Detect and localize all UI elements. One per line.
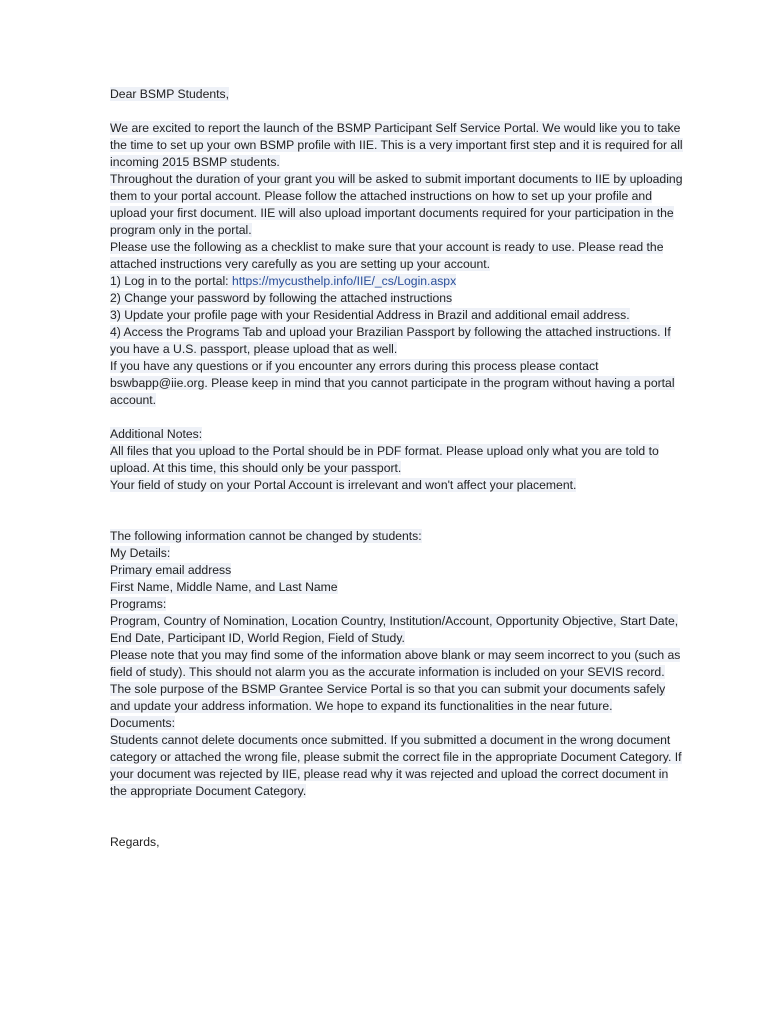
unchangeable-info bbox=[110, 528, 682, 800]
spacer bbox=[110, 800, 670, 834]
text-line: the appropriate Document Category. bbox=[110, 784, 307, 798]
step-4-continued: you have a U.S. passport, please upload that as well. bbox=[110, 342, 398, 356]
text-line: and update your address information. We hope to expand its functionalities in the near future. bbox=[110, 699, 613, 713]
text-line: We are excited to report the launch of the BSMP Participant Self Service Portal. We would like you to take bbox=[110, 121, 681, 135]
spacer bbox=[110, 103, 670, 120]
text-line: Students cannot delete documents once submitted. If you submitted a document in the wrong document bbox=[110, 733, 671, 747]
contact-paragraph bbox=[110, 358, 675, 409]
text-line: them to your portal account. Please follow the attached instructions on how to set up your profile and bbox=[110, 189, 652, 203]
text-line: upload. At this time, this should only be your passport. bbox=[110, 461, 402, 475]
text-line: the time to set up your own BSMP profile with IIE. This is a very important first step and it is required for all bbox=[110, 138, 683, 152]
step-1: 1) Log in to the portal: https://mycusthelp.info/IIE/_cs/Login.aspx bbox=[110, 274, 457, 288]
text-line: Program, Country of Nomination, Location Country, Institution/Account, Opportunity Objective, Start Date, bbox=[110, 614, 679, 628]
text-line: incoming 2015 BSMP students. bbox=[110, 155, 280, 169]
step-3: 3) Update your profile page with your Residential Address in Brazil and additional email address. bbox=[110, 308, 630, 322]
text-line: Please note that you may find some of the information above blank or may seem incorrect to you (such as bbox=[110, 648, 681, 662]
step-4: 4) Access the Programs Tab and upload your Brazilian Passport by following the attached instructions. If bbox=[110, 325, 671, 339]
my-details-label: My Details: bbox=[110, 546, 171, 560]
checklist-intro-paragraph bbox=[110, 239, 670, 273]
text-line: attached instructions very carefully as you are setting up your account. bbox=[110, 257, 491, 271]
spacer bbox=[110, 494, 670, 528]
checklist-steps bbox=[110, 273, 670, 358]
text-line: account. bbox=[110, 393, 157, 407]
text-line: The sole purpose of the BSMP Grantee Service Portal is so that you can submit your documents safely bbox=[110, 682, 666, 696]
text-line: First Name, Middle Name, and Last Name bbox=[110, 580, 338, 594]
text-line: upload your first document. IIE will also upload important documents required for your participation in the bbox=[110, 206, 674, 220]
text-line: All files that you upload to the Portal should be in PDF format. Please upload only what you are told to bbox=[110, 444, 659, 458]
step-2: 2) Change your password by following the attached instructions bbox=[110, 291, 453, 305]
portal-login-link[interactable]: https://mycusthelp.info/IIE/_cs/Login.aspx bbox=[231, 274, 457, 288]
spacer bbox=[110, 409, 670, 426]
greeting: Dear BSMP Students, bbox=[110, 87, 230, 101]
additional-notes-heading: Additional Notes: bbox=[110, 427, 203, 441]
text-line: Primary email address bbox=[110, 563, 232, 577]
text-line: End Date, Participant ID, World Region, Field of Study. bbox=[110, 631, 405, 645]
text-line: If you have any questions or if you encounter any errors during this process please contact bbox=[110, 359, 599, 373]
text-line: Throughout the duration of your grant you will be asked to submit important documents to IIE by uploading bbox=[110, 172, 683, 186]
text-line: bswbapp@iie.org. Please keep in mind that you cannot participate in the program without having a portal bbox=[110, 376, 675, 390]
programs-label: Programs: bbox=[110, 597, 167, 611]
text-line: field of study). This should not alarm you as the accurate information is included on your SEVIS record. bbox=[110, 665, 665, 679]
text-line: your document was rejected by IIE, please read why it was rejected and upload the correct document in bbox=[110, 767, 669, 781]
unchangeable-heading: The following information cannot be changed by students: bbox=[110, 529, 422, 543]
duration-paragraph bbox=[110, 171, 683, 239]
intro-paragraph bbox=[110, 120, 683, 171]
closing: Regards, bbox=[110, 835, 160, 849]
text-line: Your field of study on your Portal Account is irrelevant and won't affect your placement. bbox=[110, 478, 577, 492]
additional-notes bbox=[110, 426, 670, 494]
email-document bbox=[110, 86, 683, 851]
text-line: Please use the following as a checklist to make sure that your account is ready to use. Please read the bbox=[110, 240, 664, 254]
text-line: program only in the portal. bbox=[110, 223, 252, 237]
text-line: category or attached the wrong file, please submit the correct file in the appropriate Document Category. If bbox=[110, 750, 682, 764]
documents-label: Documents: bbox=[110, 716, 176, 730]
